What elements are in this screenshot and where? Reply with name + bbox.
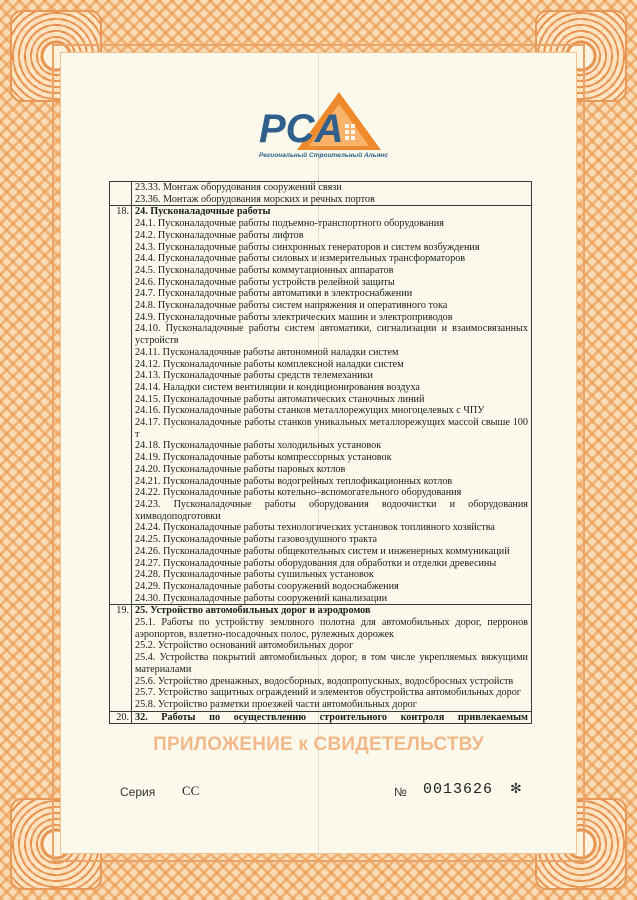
series-value: СС <box>182 783 200 798</box>
list-item: 25.1. Работы по устройству земляного полотна для автомобильных дорог, перронов аэропортов, взлетно-посадочных полос, рулежных дорожек <box>135 617 528 640</box>
list-item: 25.6. Устройство дренажных, водосборных, водопропускных, водосбросных устройств <box>135 675 514 687</box>
list-item: 24.4. Пусконаладочные работы силовых и измерительных трансформаторов <box>135 253 466 265</box>
row-number: 18. <box>110 206 132 605</box>
list-item: 24.28. Пусконаладочные работы сушильных установок <box>135 569 374 581</box>
list-item: 23.36. Монтаж оборудования морских и речных портов <box>135 193 375 205</box>
list-item: 24.12. Пусконаладочные работы комплексной наладки систем <box>135 358 404 370</box>
list-item: 24.23. Пусконаладочные работы оборудования водоочистки и оборудования химводоподготовки <box>135 498 528 522</box>
list-item: 24.19. Пусконаладочные работы компрессорных установок <box>135 452 392 464</box>
list-item: 24.29. Пусконаладочные работы сооружений водоснабжения <box>135 580 399 592</box>
table-row <box>110 711 532 724</box>
logo-caption: Региональный Строительный Альянс <box>259 152 388 159</box>
series-label: Серия <box>120 785 156 799</box>
row-number: 20. <box>110 711 132 724</box>
certificate-number: 0013626 <box>423 781 494 798</box>
list-item: 24.21. Пусконаладочные работы водогрейных теплофикационных котлов <box>135 475 453 487</box>
list-item: 24.3. Пусконаладочные работы синхронных генераторов и систем возбуждения <box>135 241 480 253</box>
row-content <box>132 206 532 605</box>
row-content <box>132 711 532 724</box>
list-item: 24.26. Пусконаладочные работы общекотельных систем и инженерных коммуникаций <box>135 545 510 557</box>
section-title: 24. Пусконаладочные работы <box>135 206 271 218</box>
list-item: 24.13. Пусконаладочные работы средств телемеханики <box>135 370 374 382</box>
row-number <box>110 182 132 206</box>
list-item: 24.16. Пусконаладочные работы станков металлорежущих многоцелевых с ЧПУ <box>135 405 485 417</box>
list-item: 24.14. Наладки систем вентиляции и кондиционирования воздуха <box>135 381 420 393</box>
list-item: 25.8. Устройство разметки проезжей части автомобильных дорог <box>135 698 417 710</box>
list-item: 24.8. Пусконаладочные работы систем напряжения и оперативного тока <box>135 300 448 312</box>
list-item: 24.11. Пусконаладочные работы автономной наладки систем <box>135 346 399 358</box>
table-row <box>110 206 532 605</box>
list-item: 24.7. Пусконаладочные работы автоматики в электроснабжении <box>135 288 413 300</box>
rsa-logo <box>255 90 390 170</box>
number-label: № <box>394 785 407 799</box>
list-item: 24.17. Пусконаладочные работы станков уникальных металлорежущих массой свыше 100 т <box>135 417 528 440</box>
list-item: 24.30. Пусконаладочные работы сооружений канализации <box>135 592 388 604</box>
row-content <box>132 182 532 206</box>
list-item: 24.9. Пусконаладочные работы электрических машин и электроприводов <box>135 311 453 323</box>
list-item: 24.22. Пусконаладочные работы котельно–вспомогательного оборудования <box>135 487 462 499</box>
appendix-title: ПРИЛОЖЕНИЕ к СВИДЕТЕЛЬСТВУ <box>153 734 484 755</box>
works-table <box>109 181 532 724</box>
list-item: 24.15. Пусконаладочные работы автоматических станочных линий <box>135 393 425 405</box>
section-title: 25. Устройство автомобильных дорог и аэродромов <box>135 605 371 617</box>
list-item: 25.2. Устройство оснований автомобильных дорог <box>135 640 354 652</box>
table-row <box>110 605 532 711</box>
truncated-row <box>135 712 528 723</box>
list-item: 24.27. Пусконаладочные работы оборудования для обработки и отделки древесины <box>135 557 497 569</box>
asterisk-mark: ✻ <box>510 782 522 797</box>
list-item: 24.6. Пусконаладочные работы устройств релейной защиты <box>135 276 395 288</box>
list-item: 24.24. Пусконаладочные работы технологических установок топливного хозяйства <box>135 522 495 534</box>
row-number: 19. <box>110 605 132 711</box>
list-item: 25.4. Устройства покрытий автомобильных дорог, в том числе укрепляемых вяжущими материалами <box>135 652 528 675</box>
list-item: 24.1. Пусконаладочные работы подъемно-транспортного оборудования <box>135 218 444 230</box>
list-item: 24.5. Пусконаладочные работы коммутационных аппаратов <box>135 264 394 276</box>
table-row <box>110 182 532 206</box>
list-item: 25.7. Устройство защитных ограждений и элементов обустройства автомобильных дорог <box>135 687 521 699</box>
section-title: 32. Работы по осуществлению строительного контроля привлекаемым <box>135 711 528 723</box>
list-item: 24.25. Пусконаладочные работы газовоздушного тракта <box>135 534 378 546</box>
list-item: 24.18. Пусконаладочные работы холодильных установок <box>135 440 382 452</box>
list-item: 24.20. Пусконаладочные работы паровых котлов <box>135 463 346 475</box>
svg-text:PCA: PCA <box>259 107 344 151</box>
logo-letters <box>255 90 390 160</box>
row-content <box>132 605 532 711</box>
list-item: 24.2. Пусконаладочные работы лифтов <box>135 229 304 241</box>
list-item: 23.33. Монтаж оборудования сооружений связи <box>135 182 342 193</box>
list-item: 24.10. Пусконаладочные работы систем автоматики, сигнализации и взаимосвязанных устройств <box>135 323 528 347</box>
